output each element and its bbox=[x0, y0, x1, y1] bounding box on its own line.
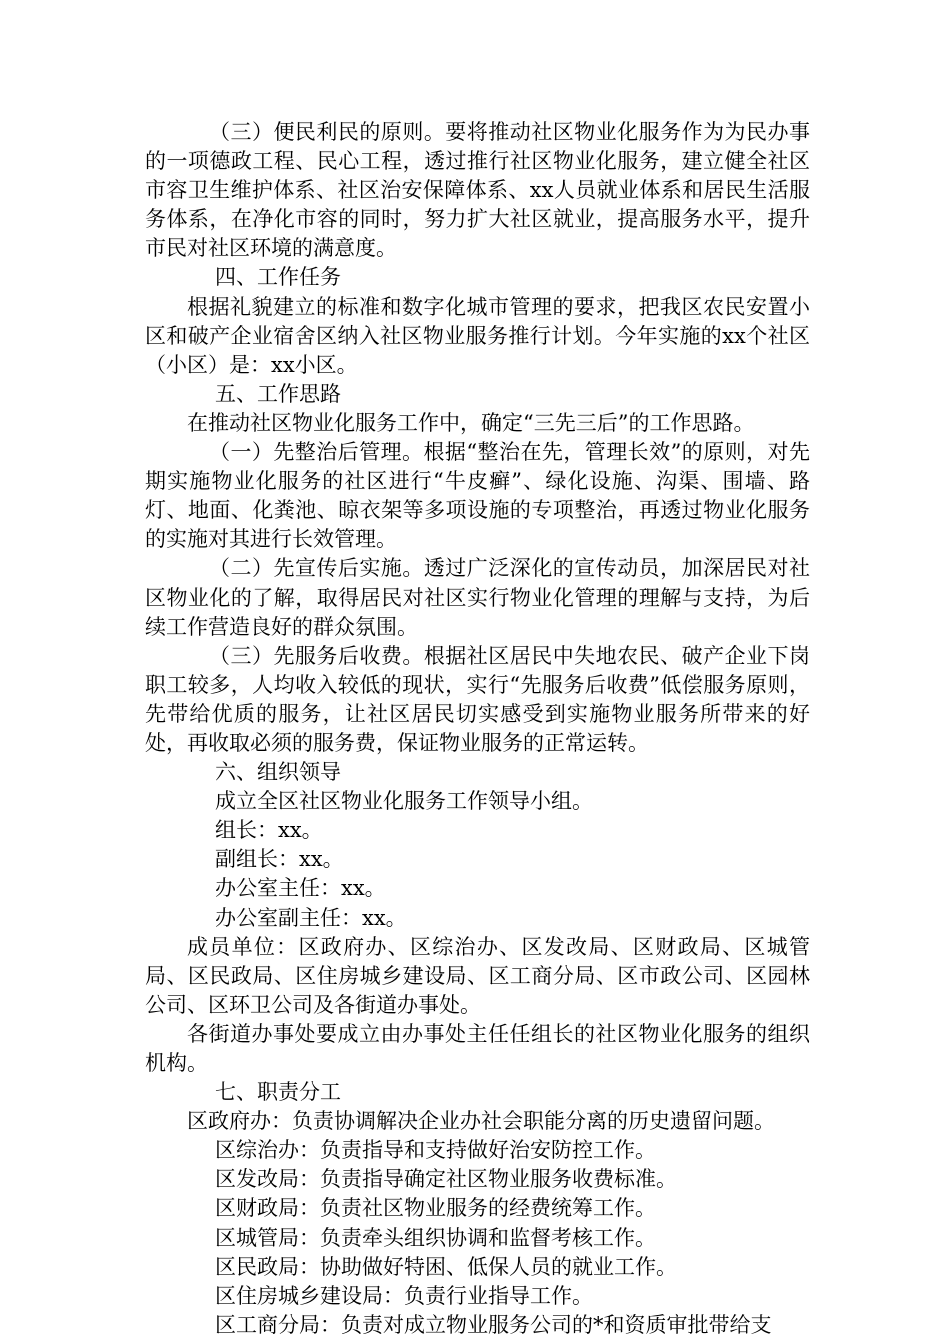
paragraph-approach: 在推动社区物业化服务工作中，确定“三先三后”的工作思路。 bbox=[187, 410, 755, 435]
heading-section-6: 六、组织领导 bbox=[215, 760, 341, 785]
paragraph-approach-2: （二）先宣传后实施。透过广泛深化的宣传动员，加深居民对社区物业化的了解，取得居民对社区实行物业化管理的理解与支持，为后续工作营造良好的群众氛围。 bbox=[145, 556, 810, 639]
heading-section-4: 四、工作任务 bbox=[215, 265, 341, 290]
paragraph-street-offices: 各街道办事处要成立由办事处主任任组长的社区物业化服务的组织机构。 bbox=[145, 1021, 810, 1075]
paragraph-group-leader: 组长：xx。 bbox=[215, 818, 323, 843]
document-body bbox=[145, 118, 810, 1340]
paragraph-duty-civil: 区民政局：协助做好特困、低保人员的就业工作。 bbox=[215, 1254, 677, 1279]
paragraph-duty-comprehensive: 区综治办：负责指导和支持做好治安防控工作。 bbox=[215, 1138, 656, 1163]
paragraph-approach-3: （三）先服务后收费。根据社区居民中失地农民、破产企业下岗职工较多，人均收入较低的现状，实行“先服务后收费”低偿服务原则，先带给优质的服务，让社区居民切实感受到实施物业服务所带来的好处，再收取必须的服务费，保证物业服务的正常运转。 bbox=[145, 643, 810, 755]
paragraph-duty-urban: 区城管局：负责牵头组织协调和监督考核工作。 bbox=[215, 1225, 656, 1250]
paragraph-office-director: 办公室主任：xx。 bbox=[215, 876, 386, 901]
paragraph-member-units: 成员单位：区政府办、区综治办、区发改局、区财政局、区城管局、区民政局、区住房城乡建设局、区工商分局、区市政公司、区园林公司、区环卫公司及各街道办事处。 bbox=[145, 934, 810, 1017]
paragraph-duty-finance: 区财政局：负责社区物业服务的经费统筹工作。 bbox=[215, 1196, 656, 1221]
heading-section-5: 五、工作思路 bbox=[215, 381, 341, 406]
paragraph-leadership-group: 成立全区社区物业化服务工作领导小组。 bbox=[215, 789, 593, 814]
paragraph-deputy-leader: 副组长：xx。 bbox=[215, 847, 344, 872]
paragraph-duty-commerce: 区工商分局：负责对成立物业服务公司的*和资质审批带给支 bbox=[215, 1312, 772, 1337]
paragraph-principle-3: （三）便民利民的原则。要将推动社区物业化服务作为为民办事的一项德政工程、民心工程，透过推行社区物业化服务，建立健全社区市容卫生维护体系、社区治安保障体系、xx人员就业体系和居民生活服务体系，在净化市容的同时，努力扩大社区就业，提高服务水平，提升市民对社区环境的满意度。 bbox=[145, 120, 810, 261]
paragraph-duty-development: 区发改局：负责指导确定社区物业服务收费标准。 bbox=[215, 1167, 677, 1192]
paragraph-approach-1: （一）先整治后管理。根据“整治在先，管理长效”的原则，对先期实施物业化服务的社区进行“牛皮癣”、绿化设施、沟渠、围墙、路灯、地面、化粪池、晾衣架等多项设施的专项整治，再透过物业化服务的实施对其进行长效管理。 bbox=[145, 440, 810, 552]
paragraph-office-deputy: 办公室副主任：xx。 bbox=[215, 905, 407, 930]
paragraph-duty-gov-office: 区政府办：负责协调解决企业办社会职能分离的历史遗留问题。 bbox=[187, 1109, 775, 1134]
paragraph-tasks: 根据礼貌建立的标准和数字化城市管理的要求，把我区农民安置小区和破产企业宿舍区纳入社区物业服务推行计划。今年实施的xx个社区（小区）是：xx小区。 bbox=[145, 294, 810, 377]
paragraph-duty-housing: 区住房城乡建设局：负责行业指导工作。 bbox=[215, 1283, 593, 1308]
heading-section-7: 七、职责分工 bbox=[215, 1080, 341, 1105]
